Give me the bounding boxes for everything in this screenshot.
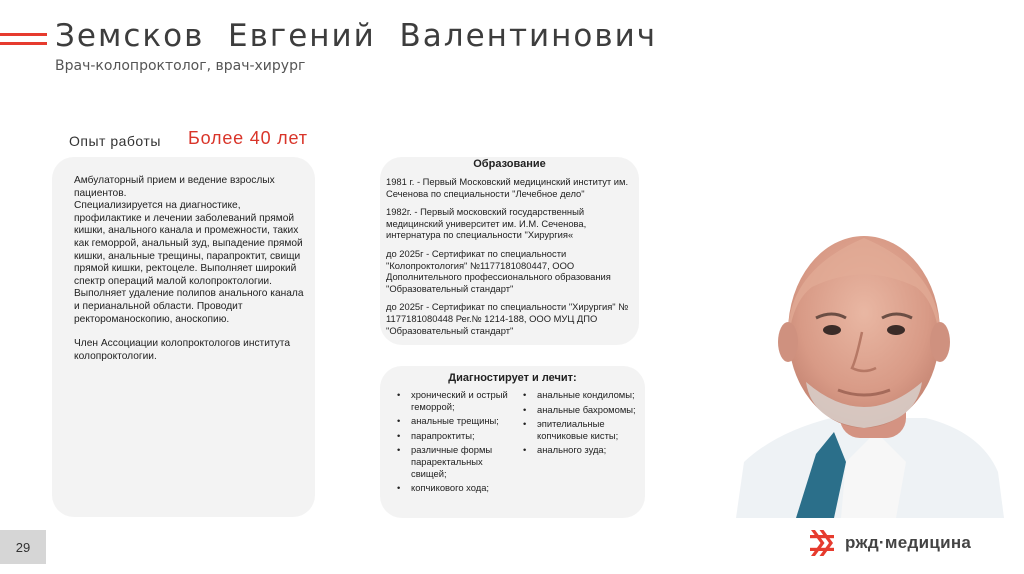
list-item: • хронический и острый геморрой; (397, 389, 515, 412)
diagnostics-list-left (397, 389, 515, 497)
list-item: • анального зуда; (523, 444, 641, 456)
education-item: до 2025г - Сертификат по специальности "Колопроктология" №1177181080447, ООО Дополнительного профессионального образования "Образовательный стандарт" (386, 247, 611, 294)
accent-lines (0, 33, 47, 51)
list-item: • эпителиальные копчиковые кисты; (523, 418, 641, 441)
education-list (386, 176, 636, 343)
list-item: • анальные трещины; (397, 415, 515, 427)
list-item: • анальные кондиломы; (523, 389, 641, 401)
education-item: до 2025г - Сертификат по специальности "Хирургия" № 1177181080448 Рег.№ 1214-188, ООО МУЦ ДПО "Образовательный стандарт" (386, 301, 629, 336)
experience-label: Опыт работы (69, 133, 161, 149)
experience-value: Более 40 лет (188, 128, 308, 148)
page-number: 29 (0, 530, 46, 564)
rzd-logo-icon (808, 530, 836, 556)
doctor-name: Земсков Евгений Валентинович (55, 18, 658, 54)
education-title: Образование (473, 158, 546, 170)
rzd-medicine-logo (808, 530, 971, 556)
diagnostics-title: Диагностирует и лечит: (448, 372, 577, 384)
logo-text: ржд·медицина (845, 533, 972, 552)
list-item: • копчикового хода; (397, 482, 515, 494)
education-item: 1982г. - Первый московский государственный медицинский университет им. И.М. Сеченова, интернатура по специальности "Хирургия« (386, 206, 587, 241)
list-item: • анальные бахромомы; (523, 404, 641, 416)
description-paragraph: Член Ассоциации колопроктологов института колопроктологии. (74, 338, 290, 362)
description-paragraph: Специализируется на диагностике, профилактике и лечении заболеваний прямой кишки, анального канала и промежности, таких как геморрой, анальный зуд, выпадение прямой кишки, анальные трещины, парапроктит, свищи прямой кишки, ректоцеле. Выполняет широкий спектр операций малой колопроктологии. Выполняет удаление полипов анального канала и перианальной области. Проводит ректороманоскопию, аноскопию. (74, 200, 304, 325)
doctor-position: Врач-колопроктолог, врач-хирург (55, 58, 306, 74)
education-item: 1981 г. - Первый Московский медицинский институт им. Сеченова по специальности "Лечебное дело" (386, 176, 629, 199)
diagnostics-list-right (523, 389, 641, 459)
description-text (74, 175, 304, 363)
doctor-photo (736, 232, 1004, 518)
description-paragraph: Амбулаторный прием и ведение взрослых пациентов. (74, 175, 275, 199)
list-item: • различные формы параректальных свищей; (397, 444, 515, 479)
list-item: • парапроктиты; (397, 430, 515, 442)
